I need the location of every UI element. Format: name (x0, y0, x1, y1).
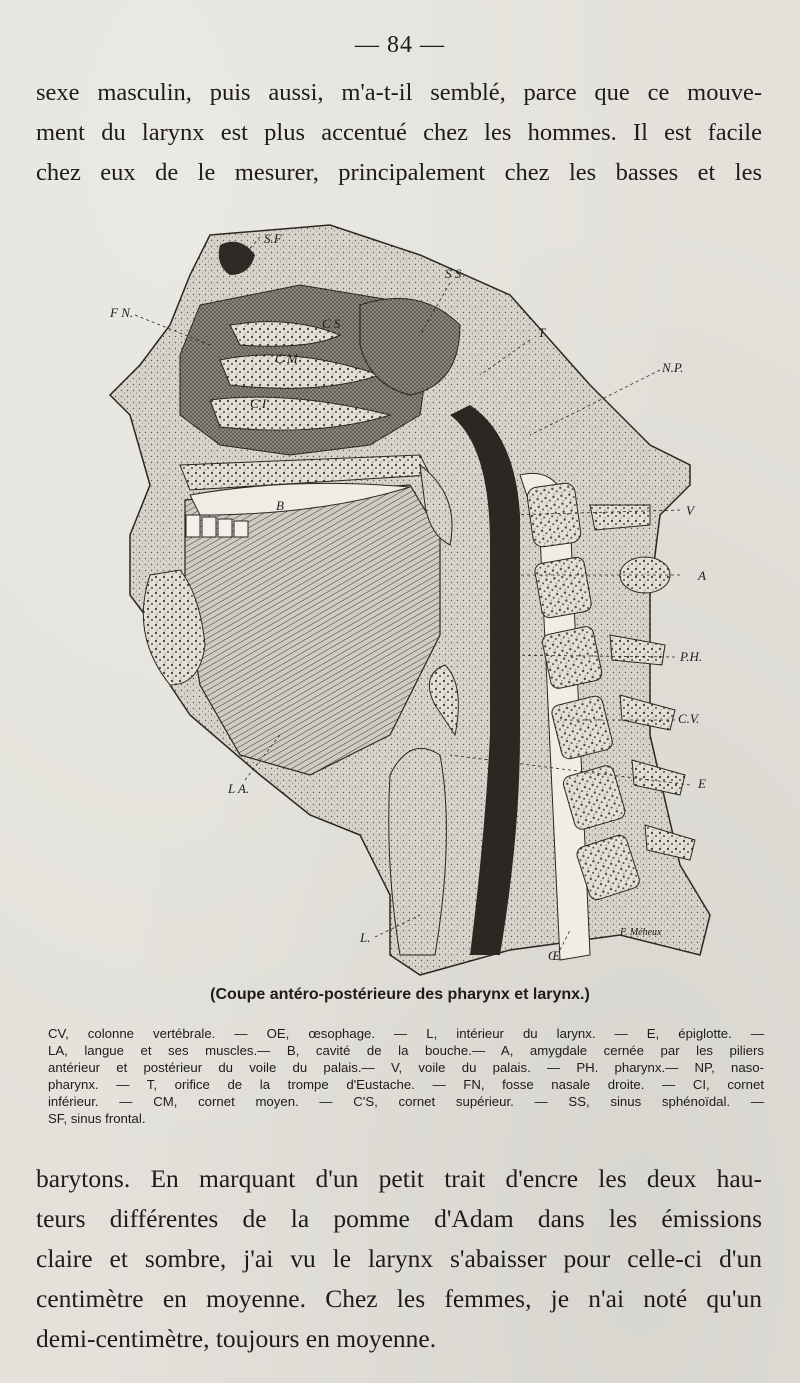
legend-line: LA, langue et ses muscles.— B, cavité de la bouche.— A, amygdale cernée par les piliers (48, 1043, 764, 1058)
figure-caption: (Coupe antéro-postérieure des pharynx et larynx.) (210, 986, 590, 1003)
label-ss: S S (445, 266, 462, 281)
label-cm: C M (275, 351, 298, 366)
paragraph-top (36, 73, 762, 193)
text-line: barytons. En marquant d'un petit trait d'encre les deux hau- (36, 1164, 762, 1193)
label-fn: F N. (110, 305, 134, 320)
text-line: ment du larynx est plus accentué chez les hommes. Il est facile (36, 119, 762, 146)
label-np: N.P. (662, 360, 684, 375)
paragraph-bottom (36, 1159, 762, 1359)
figure-legend (48, 1025, 764, 1127)
legend-line: SF, sinus frontal. (48, 1111, 146, 1126)
text-line: demi-centimètre, toujours en moyenne. (36, 1324, 437, 1353)
legend-line: pharynx. — T, orifice de la trompe d'Eustache. — FN, fosse nasale droite. — CI, cornet (48, 1077, 764, 1092)
label-l: L. (360, 930, 371, 945)
legend-line: inférieur. — CM, cornet moyen. — C'S, cornet supérieur. — SS, sinus sphénoïdal. — (48, 1094, 764, 1109)
label-cs: C S (322, 316, 341, 331)
larynx (389, 748, 447, 955)
text-line: centimètre en moyenne. Chez les femmes, je n'ai noté qu'un (36, 1284, 762, 1313)
label-la: L A. (228, 781, 250, 796)
label-ph: P.H. (680, 649, 703, 664)
label-cv: C.V. (678, 711, 700, 726)
text-line: sexe masculin, puis aussi, m'a-t-il semblé, parce que ce mouve- (36, 79, 762, 106)
label-sf: S.F (264, 231, 282, 246)
page-number: — 84 — (355, 32, 445, 58)
text-line: claire et sombre, j'ai vu le larynx s'abaisser pour celle-ci d'un (36, 1244, 762, 1273)
legend-line: CV, colonne vertébrale. — OE, œsophage. — L, intérieur du larynx. — E, épiglotte. — (48, 1026, 764, 1041)
label-oe: Œ (548, 948, 561, 963)
text-line: chez eux de le mesurer, principalement chez les basses et les (36, 159, 762, 186)
legend-line: antérieur et postérieur du voile du palais.— V, voile du palais. — PH. pharynx.— NP, naso- (48, 1060, 764, 1075)
label-ci: C I (250, 396, 267, 411)
label-e: E (698, 776, 706, 791)
text-line: teurs différentes de la pomme d'Adam dans les émissions (36, 1204, 762, 1233)
anatomical-illustration (90, 215, 740, 980)
label-b: B (276, 498, 284, 513)
engraver-signature: F. Méheux (620, 927, 662, 938)
label-t: T (538, 325, 546, 340)
label-a: A (698, 568, 706, 583)
label-v: V (686, 503, 694, 518)
